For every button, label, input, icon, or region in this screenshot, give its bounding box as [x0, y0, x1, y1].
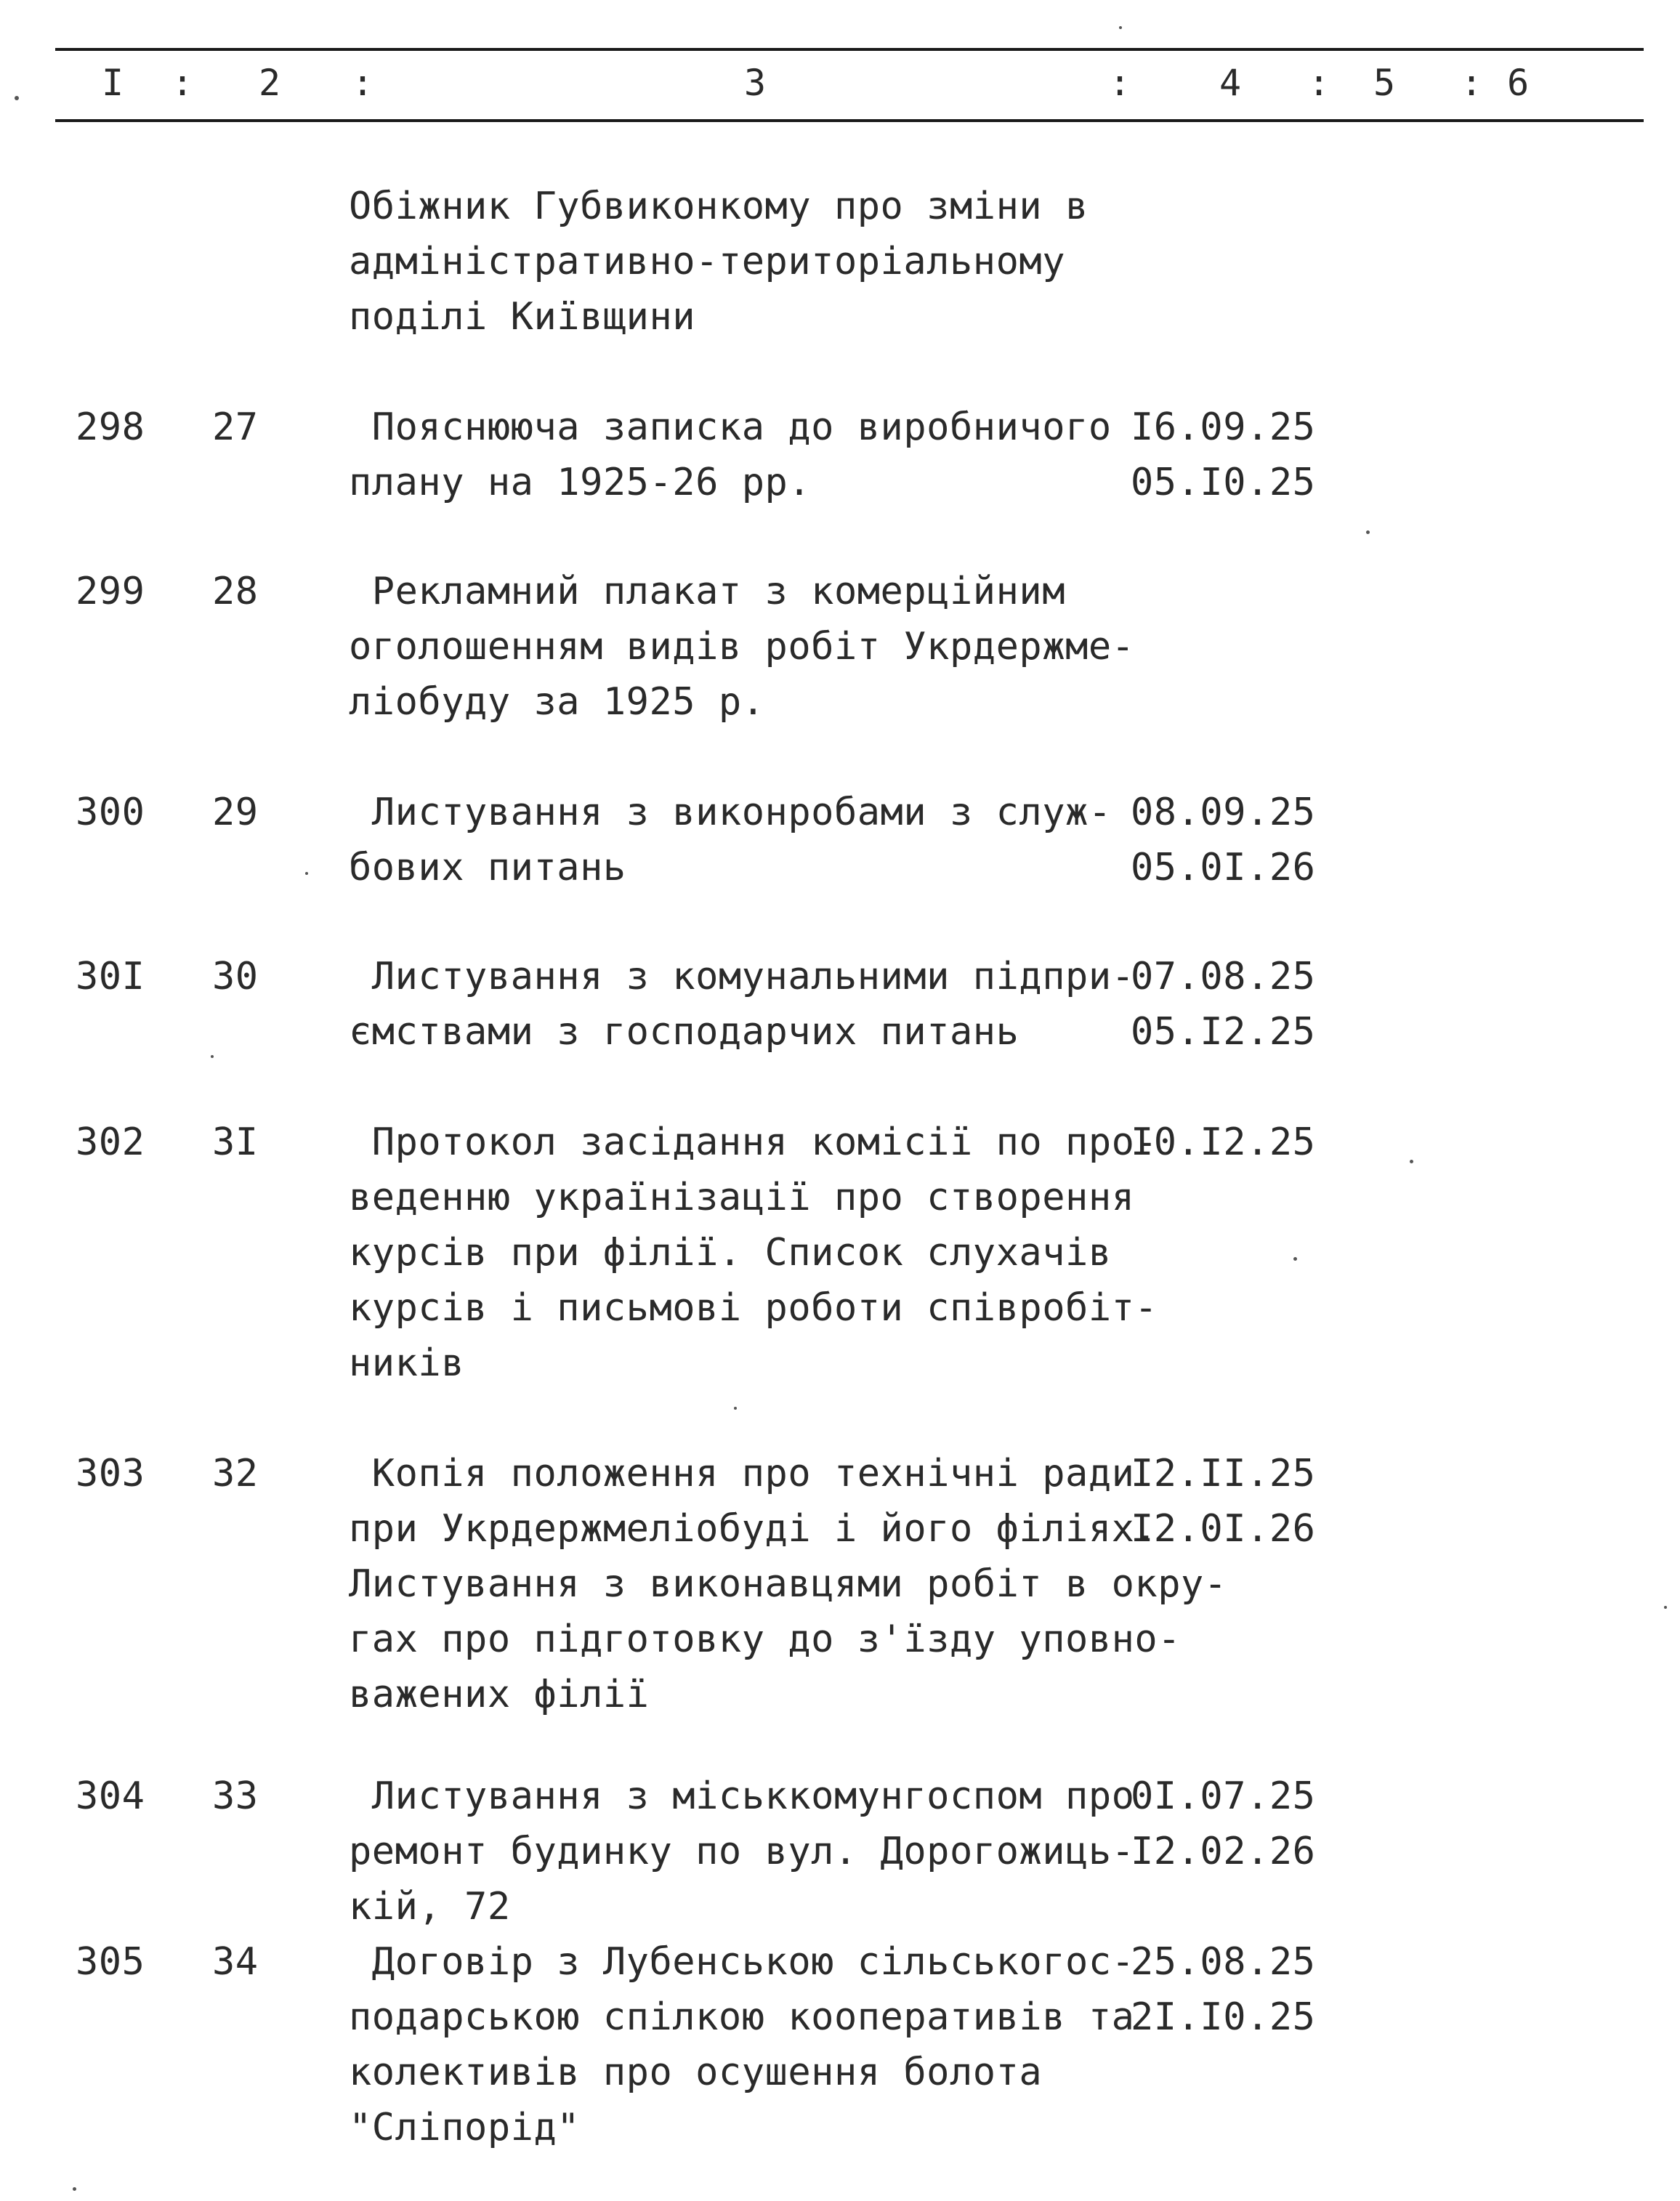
header-col-6: 6	[1507, 62, 1530, 104]
header-col-1: I	[102, 62, 124, 104]
item-number: 32	[212, 1452, 259, 1495]
entry-text-line: курсів при філії. Список слухачів	[349, 1231, 1112, 1275]
header-separator: :	[1308, 62, 1330, 104]
end-date: 05.I0.25	[1131, 461, 1316, 504]
entry-number: 304	[76, 1774, 145, 1818]
start-date: I6.09.25	[1131, 405, 1316, 449]
scan-speck	[1293, 1257, 1297, 1261]
entry-number: 298	[76, 405, 145, 449]
scan-speck	[1410, 1160, 1413, 1163]
entry-text-line: Листування з комунальними підпри-	[349, 955, 1135, 998]
entry-number: 305	[76, 1940, 145, 1984]
scan-speck	[1366, 530, 1370, 534]
header-separator: :	[352, 62, 374, 104]
entry-text-line: ників	[349, 1341, 465, 1385]
entry-text-line: Пояснююча записка до виробничого	[349, 405, 1112, 449]
entry-text-line: ємствами з господарчих питань	[349, 1010, 1019, 1054]
end-date: I2.02.26	[1131, 1830, 1316, 1873]
entry-number: 300	[76, 791, 145, 834]
intro-line: адміністративно-територіальному	[349, 240, 1066, 283]
entry-text-line: оголошенням видів робіт Укрдержме-	[349, 625, 1135, 669]
entry-text-line: "Сліпорід"	[349, 2106, 581, 2149]
entry-text-line: важених філії	[349, 1673, 650, 1716]
item-number: 33	[212, 1774, 259, 1818]
entry-text-line: ліобуду за 1925 р.	[349, 680, 765, 724]
entry-text-line: Договір з Лубенською сільськогос-	[349, 1940, 1135, 1984]
scan-speck	[1119, 26, 1122, 29]
header-col-4: 4	[1219, 62, 1242, 104]
entry-text-line: при Укрдержмеліобуді і його філіях.	[349, 1507, 1158, 1551]
scan-speck	[211, 1055, 214, 1058]
end-date: 2I.I0.25	[1131, 1995, 1316, 2039]
scan-speck	[73, 2187, 76, 2191]
entry-text-line: веденню українізації про створення	[349, 1176, 1135, 1219]
entry-text-line: Протокол засідання комісії по про-	[349, 1120, 1158, 1164]
header-col-2: 2	[259, 62, 281, 104]
scan-speck	[734, 1407, 737, 1410]
entry-text-line: гах про підготовку до з'їзду уповно-	[349, 1618, 1182, 1661]
item-number: 3I	[212, 1120, 259, 1164]
end-date: 05.0I.26	[1131, 846, 1316, 889]
entry-number: 303	[76, 1452, 145, 1495]
scan-speck	[305, 872, 308, 875]
entry-number: 30I	[76, 955, 145, 998]
entry-text-line: Копія положення про технічні ради	[349, 1452, 1135, 1495]
item-number: 34	[212, 1940, 259, 1984]
start-date: 08.09.25	[1131, 791, 1316, 834]
header-col-3: 3	[744, 62, 767, 104]
entry-number: 302	[76, 1120, 145, 1164]
start-date: 25.08.25	[1131, 1940, 1316, 1984]
end-date: I2.0I.26	[1131, 1507, 1316, 1551]
entry-text-line: бових питань	[349, 846, 626, 889]
end-date: 05.I2.25	[1131, 1010, 1316, 1054]
start-date: I0.I2.25	[1131, 1120, 1316, 1164]
entry-text-line: курсів і письмові роботи співробіт-	[349, 1286, 1158, 1330]
scan-speck	[15, 96, 19, 100]
entry-text-line: подарською спілкою кооперативів та	[349, 1995, 1135, 2039]
item-number: 27	[212, 405, 259, 449]
header-separator: :	[1109, 62, 1131, 104]
entry-text-line: Рекламний плакат з комерційним	[349, 570, 1066, 613]
item-number: 28	[212, 570, 259, 613]
header-separator: :	[171, 62, 194, 104]
header-separator: :	[1461, 62, 1483, 104]
intro-line: Обіжник Губвиконкому про зміни в	[349, 185, 1089, 228]
start-date: 0I.07.25	[1131, 1774, 1316, 1818]
start-date: I2.II.25	[1131, 1452, 1316, 1495]
entry-text-line: Листування з міськкомунгоспом про	[349, 1774, 1135, 1818]
entry-text-line: ремонт будинку по вул. Дорогожиць-	[349, 1830, 1135, 1873]
entry-text-line: Листування з виконавцями робіт в окру-	[349, 1562, 1227, 1606]
header-col-5: 5	[1373, 62, 1396, 104]
start-date: 07.08.25	[1131, 955, 1316, 998]
header-bottom-rule	[55, 119, 1644, 122]
item-number: 29	[212, 791, 259, 834]
scan-speck	[1664, 1606, 1667, 1609]
intro-line: поділі Київщини	[349, 295, 696, 339]
item-number: 30	[212, 955, 259, 998]
entry-text-line: Листування з виконробами з служ-	[349, 791, 1112, 834]
entry-text-line: плану на 1925-26 рр.	[349, 461, 812, 504]
entry-text-line: кій, 72	[349, 1885, 511, 1929]
entry-number: 299	[76, 570, 145, 613]
header-top-rule	[55, 48, 1644, 51]
entry-text-line: колективів про осушення болота	[349, 2051, 1043, 2094]
